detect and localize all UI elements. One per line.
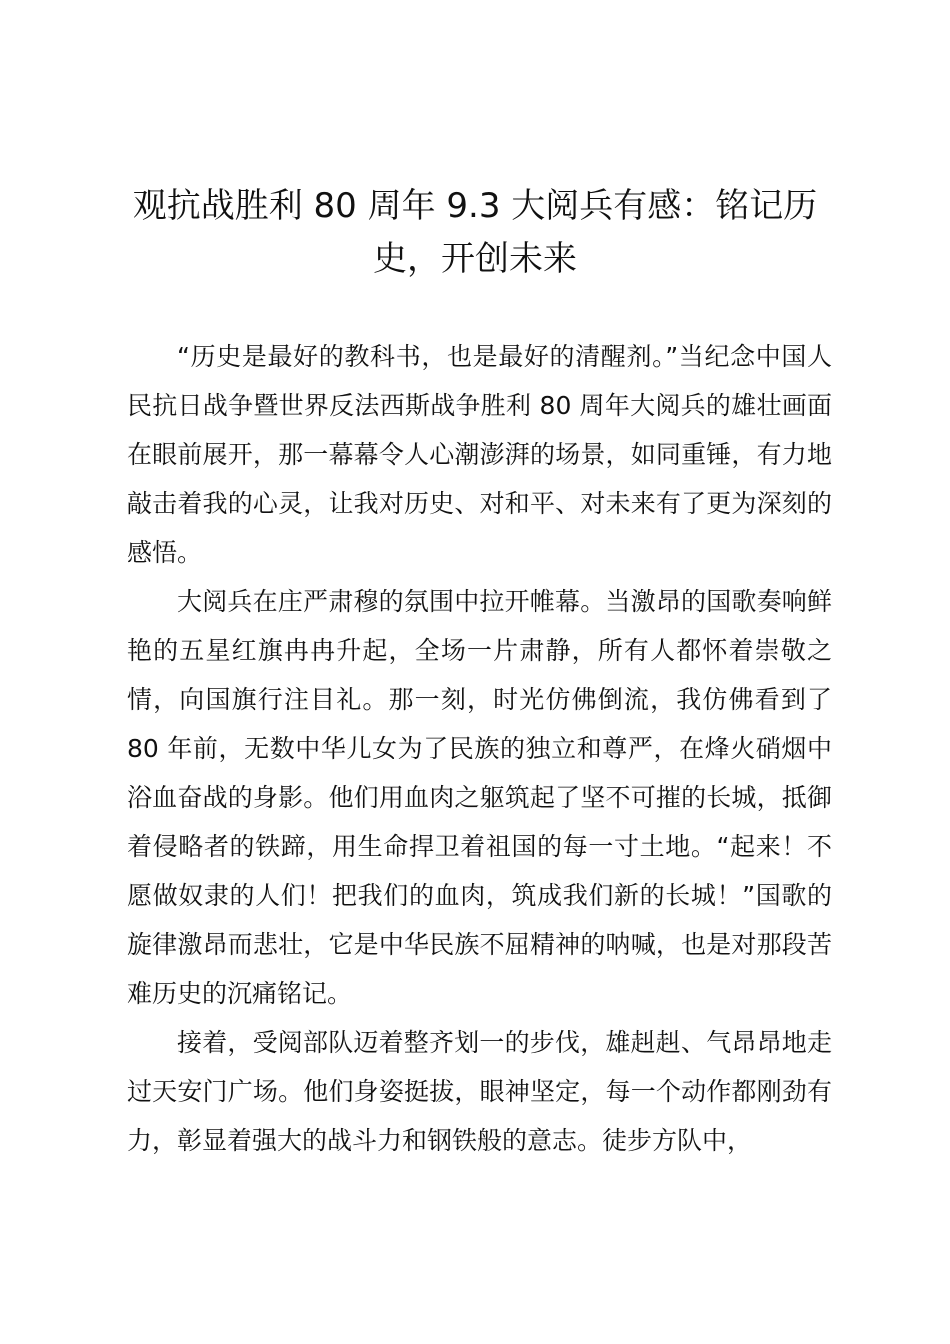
document-body (127, 332, 832, 1165)
document-title: 观抗战胜利 80 周年 9.3 大阅兵有感：铭记历史，开创未来 (132, 186, 818, 279)
paragraph-3: 接着，受阅部队迈着整齐划一的步伐，雄赳赳、气昂昂地走过天安门广场。他们身姿挺拔，眼神坚定，每一个动作都刚劲有力，彰显着强大的战斗力和钢铁般的意志。徒步方队中， (127, 1028, 832, 1155)
paragraph-2: 大阅兵在庄严肃穆的氛围中拉开帷幕。当激昂的国歌奏响鲜艳的五星红旗冉冉升起，全场一片肃静，所有人都怀着崇敬之情，向国旗行注目礼。那一刻，时光仿佛倒流，我仿佛看到了 80 年前，无数中华儿女为了民族的独立和尊严，在烽火硝烟中浴血奋战的身影。他们用血肉之躯筑起了坚不可摧的长城，抵御着侵略者的铁蹄，用生命捍卫着祖国的每一寸土地。“起来！不愿做奴隶的人们！把我们的血肉，筑成我们新的长城！”国歌的旋律激昂而悲壮，它是中华民族不屈精神的呐喊，也是对那段苦难历史的沉痛铭记。 (127, 587, 832, 1008)
paragraph-1: “历史是最好的教科书，也是最好的清醒剂。”当纪念中国人民抗日战争暨世界反法西斯战争胜利 80 周年大阅兵的雄壮画面在眼前展开，那一幕幕令人心潮澎湃的场景，如同重锤，有力地敲击着我的心灵，让我对历史、对和平、对未来有了更为深刻的感悟。 (127, 342, 832, 567)
